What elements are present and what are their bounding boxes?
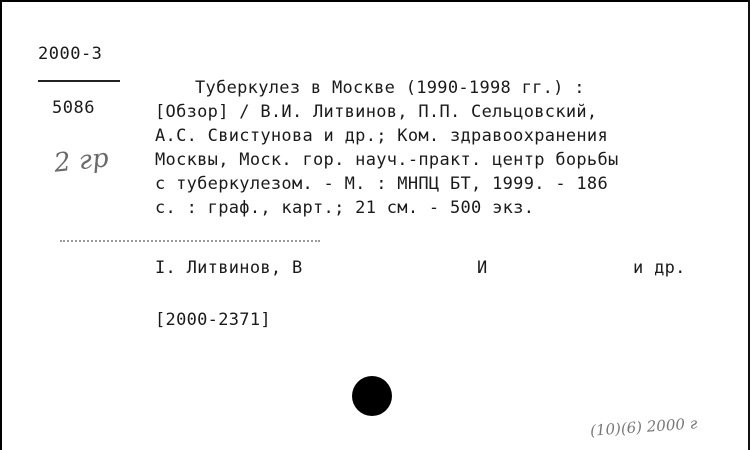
card-top-edge bbox=[0, 0, 750, 2]
punch-hole bbox=[352, 376, 392, 416]
entry-line-publication: с туберкулезом. - М. : МНПЦ БТ, 1999. - 186 bbox=[155, 174, 608, 194]
shelf-mark-top: 2000-3 bbox=[38, 44, 103, 64]
bibliographic-entry bbox=[155, 76, 745, 220]
entry-line-organization: Москвы, Моск. гор. науч.-практ. центр борьбы bbox=[155, 150, 619, 170]
handwritten-note: (10)(6) 2000 г bbox=[589, 414, 698, 440]
shelf-mark-bottom: 5086 bbox=[52, 98, 95, 118]
tracing-part-2: И bbox=[477, 258, 488, 278]
entry-line-title: Туберкулез в Москве (1990-1998 гг.) : bbox=[195, 78, 585, 98]
handwritten-mark: 2 гр bbox=[52, 143, 111, 179]
entry-line-authors-cont: А.С. Свистунова и др.; Ком. здравоохранения bbox=[155, 126, 608, 146]
tracing-part-1: I. Литвинов, В bbox=[155, 258, 303, 278]
entry-line-authors: [Обзор] / В.И. Литвинов, П.П. Сельцовский, bbox=[155, 102, 598, 122]
card-left-edge bbox=[0, 0, 2, 450]
entry-line-physical-description: с. : граф., карт.; 21 см. - 500 экз. bbox=[155, 198, 535, 218]
registration-number: [2000-2371] bbox=[155, 310, 271, 330]
dotted-separator bbox=[60, 240, 320, 244]
tracing-part-3: и др. bbox=[633, 258, 686, 278]
shelf-mark-divider bbox=[38, 80, 120, 82]
